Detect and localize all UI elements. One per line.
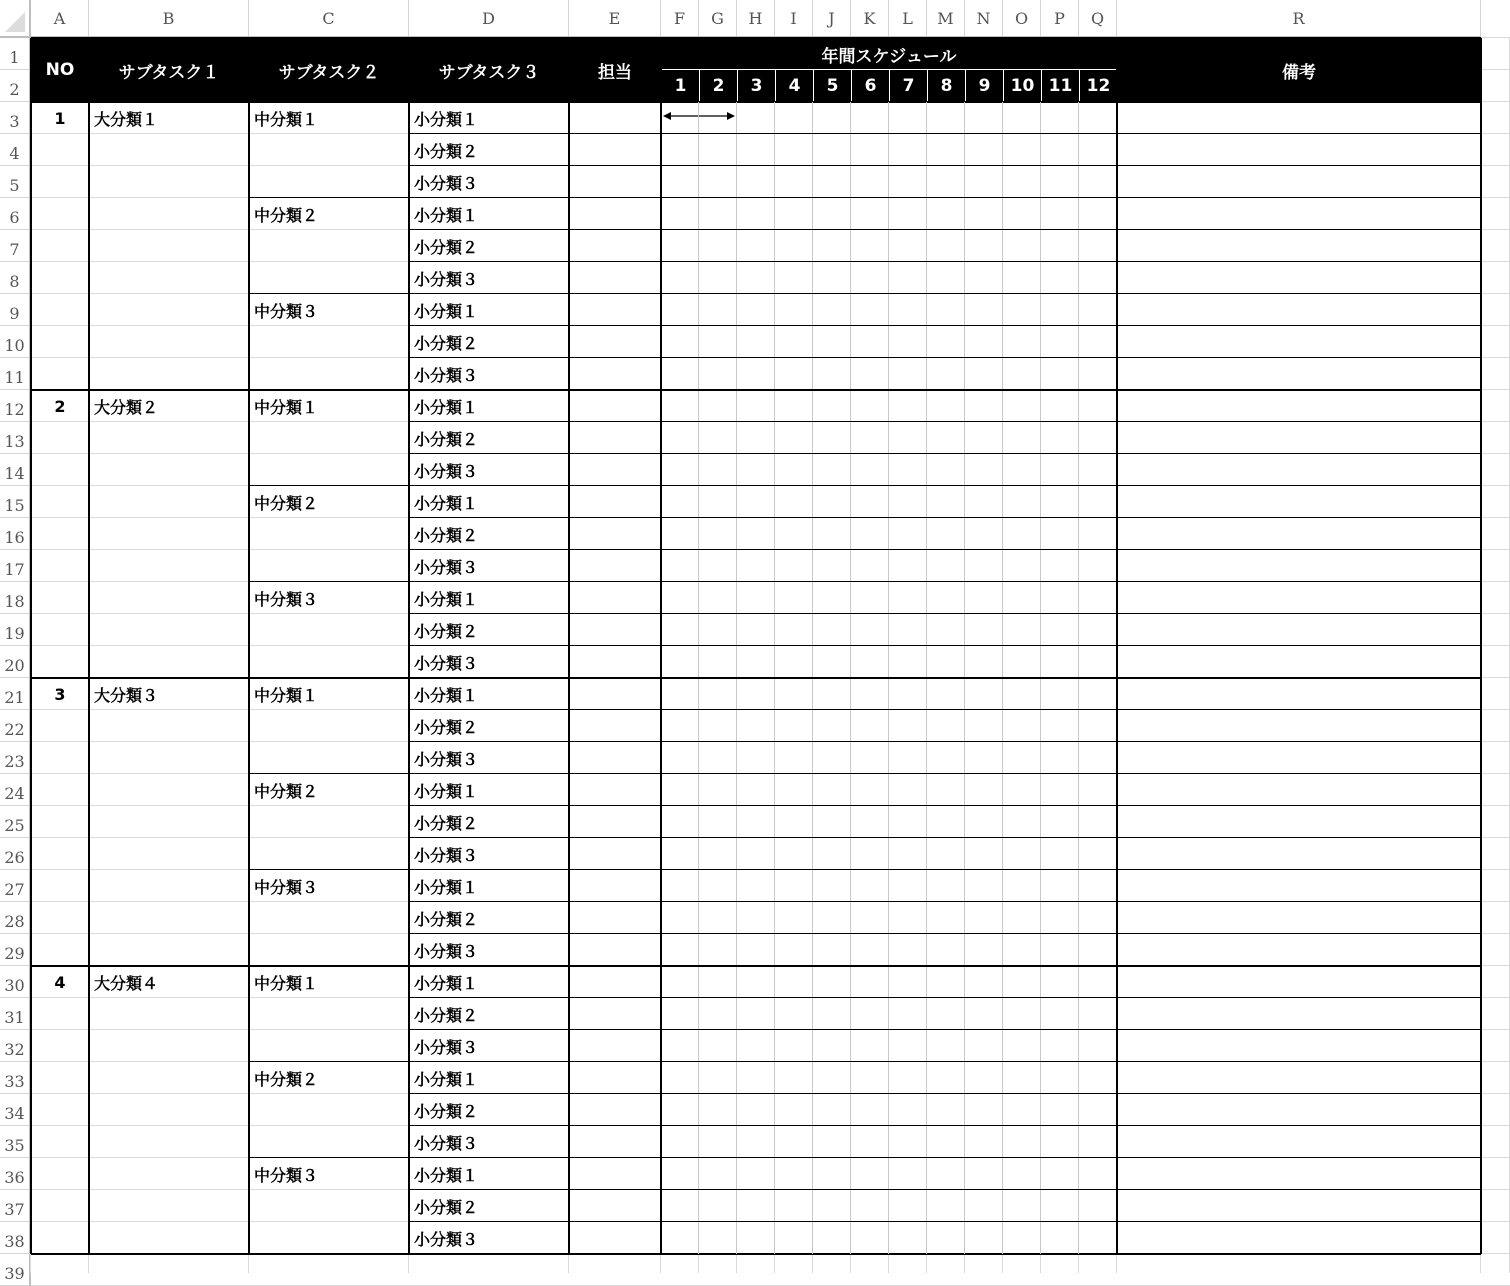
column-header-D[interactable]: D — [409, 0, 569, 38]
column-header-P[interactable]: P — [1041, 0, 1079, 38]
row-separator — [409, 1029, 1481, 1030]
sub-category-cell[interactable]: 小分類２ — [414, 813, 479, 833]
row-header-18[interactable]: 18 — [0, 582, 31, 614]
row-header-32[interactable]: 32 — [0, 1030, 31, 1062]
row-header-26[interactable]: 26 — [0, 838, 31, 870]
row-separator — [409, 1125, 1481, 1126]
column-header-G[interactable]: G — [699, 0, 737, 38]
mid-category-cell[interactable]: 中分類３ — [254, 1165, 319, 1185]
schedule-arrow[interactable] — [663, 110, 735, 122]
major-category-cell[interactable]: 大分類３ — [94, 685, 159, 705]
sub-category-cell[interactable]: 小分類１ — [414, 973, 479, 993]
row-separator — [409, 229, 1481, 230]
header-remarks[interactable]: 備考 — [1117, 38, 1481, 102]
header-month-2[interactable]: 2 — [699, 70, 737, 102]
header-month-4[interactable]: 4 — [775, 70, 813, 102]
mid-category-cell[interactable]: 中分類１ — [254, 685, 319, 705]
column-header-Q[interactable]: Q — [1079, 0, 1117, 38]
row-separator — [409, 517, 1481, 518]
mid-category-cell[interactable]: 中分類２ — [254, 781, 319, 801]
column-header-E[interactable]: E — [569, 0, 661, 38]
row-separator — [409, 325, 1481, 326]
sub-category-cell[interactable]: 小分類３ — [414, 365, 479, 385]
row-separator — [409, 549, 1481, 550]
major-category-cell[interactable]: 大分類２ — [94, 397, 159, 417]
row-header-38[interactable]: 38 — [0, 1222, 31, 1254]
row-header-33[interactable]: 33 — [0, 1062, 31, 1094]
sub-category-cell[interactable]: 小分類３ — [414, 1133, 479, 1153]
sub-category-cell[interactable]: 小分類１ — [414, 589, 479, 609]
sub-category-cell[interactable]: 小分類１ — [414, 685, 479, 705]
sub-category-cell[interactable]: 小分類３ — [414, 749, 479, 769]
mid-category-cell[interactable]: 中分類３ — [254, 877, 319, 897]
task-separator — [31, 677, 1481, 679]
sub-category-cell[interactable]: 小分類１ — [414, 301, 479, 321]
row-header-29[interactable]: 29 — [0, 934, 31, 966]
header-month-6[interactable]: 6 — [851, 70, 889, 102]
column-header-I[interactable]: I — [775, 0, 813, 38]
row-header-6[interactable]: 6 — [0, 198, 31, 230]
row-separator — [409, 453, 1481, 454]
sub-category-cell[interactable]: 小分類１ — [414, 877, 479, 897]
sub-category-cell[interactable]: 小分類１ — [414, 1069, 479, 1089]
mid-category-cell[interactable]: 中分類１ — [254, 973, 319, 993]
header-month-1[interactable]: 1 — [661, 70, 699, 102]
row-header-14[interactable]: 14 — [0, 454, 31, 486]
mid-category-cell[interactable]: 中分類２ — [254, 205, 319, 225]
mid-separator — [249, 581, 1481, 582]
sub-category-cell[interactable]: 小分類１ — [414, 781, 479, 801]
sub-category-cell[interactable]: 小分類１ — [414, 109, 479, 129]
row-separator — [409, 613, 1481, 614]
sub-category-cell[interactable]: 小分類２ — [414, 909, 479, 929]
mid-category-cell[interactable]: 中分類３ — [254, 589, 319, 609]
row-separator — [409, 1093, 1481, 1094]
column-header-A[interactable]: A — [31, 0, 89, 38]
column-header-C[interactable]: C — [249, 0, 409, 38]
mid-separator — [249, 869, 1481, 870]
row-header-1[interactable]: 1 — [0, 38, 31, 70]
column-border — [660, 38, 662, 1254]
row-separator — [409, 421, 1481, 422]
header-month-7[interactable]: 7 — [889, 70, 927, 102]
column-header-L[interactable]: L — [889, 0, 927, 38]
sub-category-cell[interactable]: 小分類２ — [414, 237, 479, 257]
column-header-F[interactable]: F — [661, 0, 699, 38]
sub-category-cell[interactable]: 小分類３ — [414, 173, 479, 193]
header-month-12[interactable]: 12 — [1079, 70, 1117, 102]
row-header-15[interactable]: 15 — [0, 486, 31, 518]
row-header-8[interactable]: 8 — [0, 262, 31, 294]
row-separator — [409, 741, 1481, 742]
row-separator — [409, 133, 1481, 134]
sub-category-cell[interactable]: 小分類２ — [414, 1101, 479, 1121]
row-separator — [409, 709, 1481, 710]
major-category-cell[interactable]: 大分類１ — [94, 109, 159, 129]
sub-category-cell[interactable]: 小分類２ — [414, 621, 479, 641]
row-header-16[interactable]: 16 — [0, 518, 31, 550]
sub-category-cell[interactable]: 小分類２ — [414, 1197, 479, 1217]
mid-category-cell[interactable]: 中分類３ — [254, 301, 319, 321]
row-header-11[interactable]: 11 — [0, 358, 31, 390]
schedule-divider — [661, 69, 1117, 70]
major-category-cell[interactable]: 大分類４ — [94, 973, 159, 993]
mid-separator — [249, 1061, 1481, 1062]
sub-category-cell[interactable]: 小分類２ — [414, 717, 479, 737]
sub-category-cell[interactable]: 小分類３ — [414, 941, 479, 961]
header-month-10[interactable]: 10 — [1003, 70, 1041, 102]
sub-category-cell[interactable]: 小分類３ — [414, 1229, 479, 1249]
task-separator — [31, 965, 1481, 967]
task-no-cell[interactable]: 1 — [54, 108, 66, 128]
row-header-9[interactable]: 9 — [0, 294, 31, 326]
select-all-corner[interactable] — [0, 0, 31, 38]
column-header-B[interactable]: B — [89, 0, 249, 38]
task-no-cell[interactable]: 3 — [54, 684, 66, 704]
row-header-36[interactable]: 36 — [0, 1158, 31, 1190]
header-subtask2[interactable]: サブタスク２ — [249, 38, 409, 102]
column-header-J[interactable]: J — [813, 0, 851, 38]
sub-category-cell[interactable]: 小分類１ — [414, 1165, 479, 1185]
sub-category-cell[interactable]: 小分類１ — [414, 205, 479, 225]
header-subtask3[interactable]: サブタスク３ — [409, 38, 569, 102]
column-header-N[interactable]: N — [965, 0, 1003, 38]
row-header-4[interactable]: 4 — [0, 134, 31, 166]
sub-category-cell[interactable]: 小分類２ — [414, 1005, 479, 1025]
mid-category-cell[interactable]: 中分類１ — [254, 109, 319, 129]
header-no[interactable]: NO — [31, 38, 89, 102]
row-header-39[interactable]: 39 — [0, 1254, 31, 1286]
row-separator — [409, 997, 1481, 998]
sub-category-cell[interactable]: 小分類２ — [414, 525, 479, 545]
mid-separator — [249, 293, 1481, 294]
row-separator — [409, 805, 1481, 806]
task-no-cell[interactable]: 4 — [54, 972, 66, 992]
row-separator — [409, 1189, 1481, 1190]
row-separator — [409, 357, 1481, 358]
row-header-24[interactable]: 24 — [0, 774, 31, 806]
task-no-cell[interactable]: 2 — [54, 396, 66, 416]
row-header-37[interactable]: 37 — [0, 1190, 31, 1222]
header-month-11[interactable]: 11 — [1041, 70, 1079, 102]
row-header-7[interactable]: 7 — [0, 230, 31, 262]
row-header-2[interactable]: 2 — [0, 70, 31, 102]
row-header-21[interactable]: 21 — [0, 678, 31, 710]
sub-category-cell[interactable]: 小分類３ — [414, 1037, 479, 1057]
row-header-5[interactable]: 5 — [0, 166, 31, 198]
sub-category-cell[interactable]: 小分類３ — [414, 845, 479, 865]
row-header-12[interactable]: 12 — [0, 390, 31, 422]
row-header-28[interactable]: 28 — [0, 902, 31, 934]
mid-category-cell[interactable]: 中分類２ — [254, 493, 319, 513]
mid-separator — [249, 197, 1481, 198]
column-border — [30, 38, 32, 1254]
column-border — [408, 38, 410, 1254]
mid-category-cell[interactable]: 中分類２ — [254, 1069, 319, 1089]
column-border — [248, 38, 250, 1254]
row-header-25[interactable]: 25 — [0, 806, 31, 838]
column-border — [1480, 38, 1482, 1254]
sub-category-cell[interactable]: 小分類３ — [414, 653, 479, 673]
header-month-3[interactable]: 3 — [737, 70, 775, 102]
mid-separator — [249, 1157, 1481, 1158]
row-separator — [409, 1221, 1481, 1222]
sub-category-cell[interactable]: 小分類３ — [414, 269, 479, 289]
sub-category-cell[interactable]: 小分類１ — [414, 493, 479, 513]
row-separator — [409, 165, 1481, 166]
row-header-13[interactable]: 13 — [0, 422, 31, 454]
header-month-5[interactable]: 5 — [813, 70, 851, 102]
mid-separator — [249, 773, 1481, 774]
sub-category-cell[interactable]: 小分類２ — [414, 429, 479, 449]
row-header-10[interactable]: 10 — [0, 326, 31, 358]
column-header-K[interactable]: K — [851, 0, 889, 38]
row-header-22[interactable]: 22 — [0, 710, 31, 742]
row-separator — [409, 261, 1481, 262]
row-header-30[interactable]: 30 — [0, 966, 31, 998]
sub-category-cell[interactable]: 小分類１ — [414, 397, 479, 417]
column-header-R[interactable]: R — [1117, 0, 1481, 38]
row-header-3[interactable]: 3 — [0, 102, 31, 134]
row-separator — [409, 645, 1481, 646]
row-header-17[interactable]: 17 — [0, 550, 31, 582]
row-separator — [409, 901, 1481, 902]
row-header-34[interactable]: 34 — [0, 1094, 31, 1126]
column-border — [88, 38, 90, 1254]
column-border — [568, 38, 570, 1254]
row-header-31[interactable]: 31 — [0, 998, 31, 1030]
header-month-9[interactable]: 9 — [965, 70, 1003, 102]
sub-category-cell[interactable]: 小分類３ — [414, 461, 479, 481]
row-header-35[interactable]: 35 — [0, 1126, 31, 1158]
row-header-27[interactable]: 27 — [0, 870, 31, 902]
column-header-O[interactable]: O — [1003, 0, 1041, 38]
header-subtask1[interactable]: サブタスク１ — [89, 38, 249, 102]
column-header-H[interactable]: H — [737, 0, 775, 38]
task-separator — [31, 389, 1481, 391]
mid-category-cell[interactable]: 中分類１ — [254, 397, 319, 417]
header-schedule[interactable]: 年間スケジュール — [661, 38, 1117, 70]
mid-separator — [249, 485, 1481, 486]
row-header-23[interactable]: 23 — [0, 742, 31, 774]
row-separator — [409, 837, 1481, 838]
column-header-M[interactable]: M — [927, 0, 965, 38]
header-month-8[interactable]: 8 — [927, 70, 965, 102]
row-separator — [409, 933, 1481, 934]
sub-category-cell[interactable]: 小分類２ — [414, 141, 479, 161]
row-header-20[interactable]: 20 — [0, 646, 31, 678]
row-header-19[interactable]: 19 — [0, 614, 31, 646]
column-border — [1116, 38, 1118, 1254]
sub-category-cell[interactable]: 小分類２ — [414, 333, 479, 353]
sub-category-cell[interactable]: 小分類３ — [414, 557, 479, 577]
header-owner[interactable]: 担当 — [569, 38, 661, 102]
